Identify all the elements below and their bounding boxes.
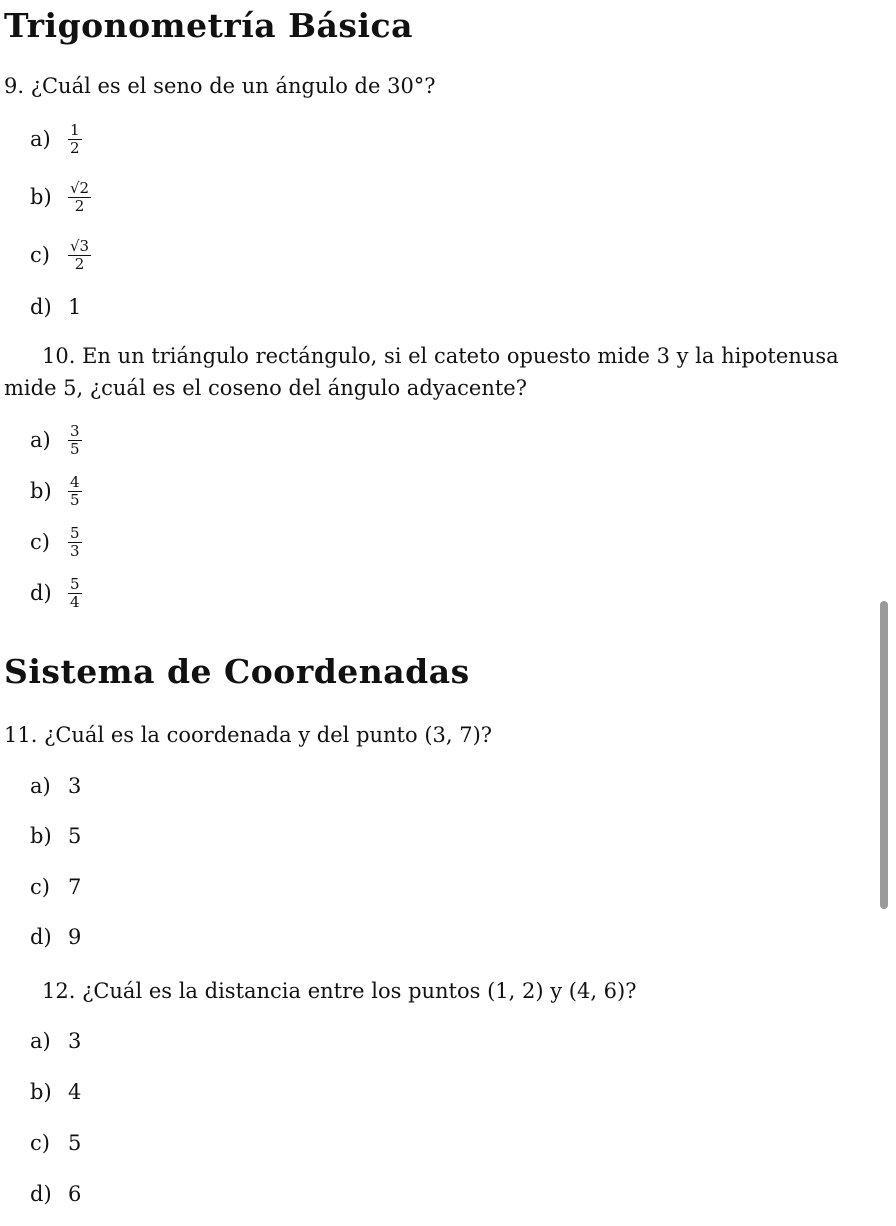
option-value: 4 (68, 1080, 82, 1104)
option-label: b) (30, 1080, 52, 1104)
fraction (68, 120, 82, 157)
fraction (68, 472, 82, 509)
question-11-option-d (30, 917, 81, 957)
option-value: 5 (68, 824, 82, 848)
section-title-coordinates: Sistema de Coordenadas (4, 652, 470, 691)
fraction-numerator: 5 (70, 574, 80, 593)
fraction (68, 178, 91, 215)
question-10-option-a (30, 420, 82, 460)
question-11-option-a (30, 766, 81, 806)
option-label: a) (30, 428, 51, 452)
fraction-numerator: 1 (70, 120, 80, 139)
option-value: 3 (68, 1029, 82, 1053)
option-value: 9 (68, 925, 82, 949)
fraction-denominator: 2 (74, 196, 85, 215)
option-label: c) (30, 1131, 50, 1155)
fraction-denominator: 2 (74, 254, 85, 273)
question-9-option-b (30, 177, 91, 217)
option-label: d) (30, 581, 52, 605)
question-11-option-c (30, 867, 81, 907)
question-10-text-line1: 10. En un triángulo rectángulo, si el cateto opuesto mide 3 y la hipotenusa (42, 344, 839, 368)
question-12-text: 12. ¿Cuál es la distancia entre los puntos (1, 2) y (4, 6)? (42, 979, 637, 1003)
option-label: c) (30, 875, 50, 899)
fraction-denominator: 2 (70, 138, 80, 157)
option-label: c) (30, 243, 50, 267)
option-label: c) (30, 530, 50, 554)
option-label: b) (30, 185, 52, 209)
fraction (68, 236, 91, 273)
question-9-text: 9. ¿Cuál es el seno de un ángulo de 30°? (4, 74, 436, 98)
option-label: a) (30, 1029, 51, 1053)
option-value: 7 (68, 875, 82, 899)
section-title-trigonometry: Trigonometría Básica (4, 6, 413, 45)
question-10-text-line2: mide 5, ¿cuál es el coseno del ángulo adyacente? (4, 376, 527, 400)
option-value: 3 (68, 774, 82, 798)
fraction-numerator: √2 (70, 178, 90, 197)
option-value: 6 (68, 1182, 82, 1206)
question-10-option-d (30, 573, 82, 613)
fraction (68, 523, 82, 560)
option-label: a) (30, 774, 51, 798)
question-9-option-a (30, 119, 82, 159)
option-label: b) (30, 824, 52, 848)
question-12-option-c (30, 1123, 81, 1163)
fraction (68, 574, 82, 611)
fraction-numerator: 3 (70, 421, 80, 440)
fraction-numerator: √3 (70, 236, 90, 255)
question-9-option-d (30, 287, 81, 327)
option-label: a) (30, 127, 51, 151)
option-label: d) (30, 1182, 52, 1206)
fraction-denominator: 5 (70, 490, 80, 509)
question-10-option-c (30, 522, 82, 562)
question-12-option-d (30, 1174, 81, 1214)
fraction-numerator: 4 (70, 472, 80, 491)
question-11-option-b (30, 816, 81, 856)
option-label: d) (30, 925, 52, 949)
fraction-denominator: 4 (70, 592, 80, 611)
fraction-denominator: 3 (70, 541, 80, 560)
question-12-option-b (30, 1072, 81, 1112)
question-9-option-c (30, 235, 91, 275)
option-label: b) (30, 479, 52, 503)
question-11-text: 11. ¿Cuál es la coordenada y del punto (3, 7)? (4, 723, 493, 747)
vertical-scrollbar[interactable] (880, 601, 888, 909)
option-value: 1 (68, 295, 82, 319)
fraction-numerator: 5 (70, 523, 80, 542)
question-12-option-a (30, 1021, 81, 1061)
option-value: 5 (68, 1131, 82, 1155)
fraction-denominator: 5 (70, 439, 80, 458)
question-10-option-b (30, 471, 82, 511)
fraction (68, 421, 82, 458)
option-label: d) (30, 295, 52, 319)
